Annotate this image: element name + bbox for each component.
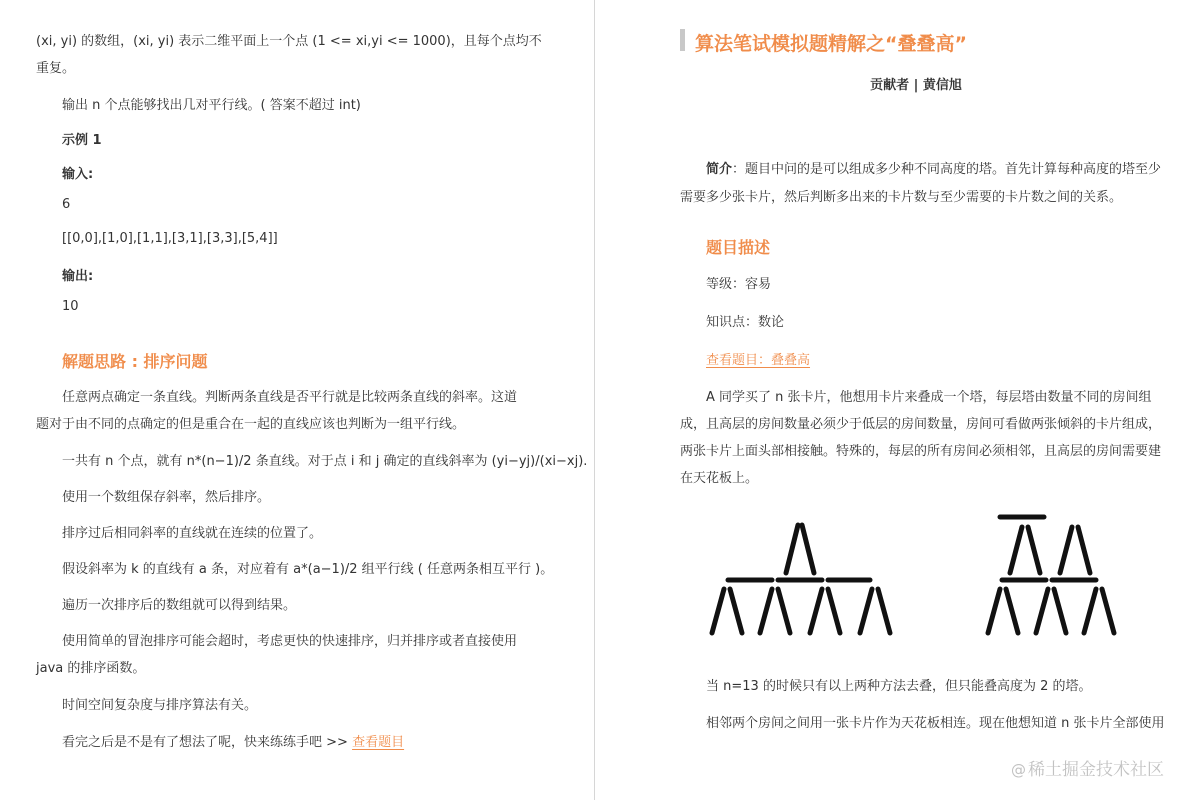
practice-link[interactable]: 查看题目 <box>352 735 405 750</box>
card-tower-illustration <box>698 505 1138 645</box>
input-points-value: [[0,0],[1,0],[1,1],[3,1],[3,3],[5,4]] <box>62 231 278 246</box>
description-line: 在天花板上。 <box>680 471 759 486</box>
solution-line: 假设斜率为 k 的直线有 a 条，对应着有 a*(a−1)/2 组平行线 ( 任意两条相互平行 )。 <box>62 562 554 577</box>
problem-input-line-1: (xi, yi) 的数组，(xi, yi) 表示二维平面上一个点 (1 <= xi,yi <= 1000)，且每个点均不 <box>36 34 542 49</box>
card-stroke <box>1028 527 1040 573</box>
logo-icon: @ <box>1011 761 1026 779</box>
solution-line: 遍历一次排序后的数组就可以得到结果。 <box>62 598 297 613</box>
problem-input-line-2: 重复。 <box>36 61 76 76</box>
card-stroke <box>778 589 790 633</box>
card-stroke <box>1084 589 1096 633</box>
problem-output-line: 输出 n 个点能够找出几对平行线。( 答案不超过 int) <box>62 98 361 113</box>
difficulty-level: 等级：容易 <box>706 277 772 292</box>
after-figure-line: 当 n=13 的时候只有以上两种方法去叠，但只能叠高度为 2 的塔。 <box>706 679 1092 694</box>
card-stroke <box>1078 527 1090 573</box>
article-title: 算法笔试模拟题精解之“叠叠高” <box>695 33 967 55</box>
output-value: 10 <box>62 299 79 314</box>
problem-link[interactable]: 查看题目：叠叠高 <box>706 353 811 368</box>
description-section-title: 题目描述 <box>706 238 771 257</box>
watermark-text: 稀土掘金技术社区 <box>1028 760 1164 780</box>
intro-text: ：题目中问的是可以组成多少种不同高度的塔。首先计算每种高度的塔至少 <box>732 162 1162 177</box>
description-line: A 同学买了 n 张卡片，他想用卡片来叠成一个塔，每层塔由数量不同的房间组 <box>706 390 1152 405</box>
card-stroke <box>860 589 872 633</box>
card-stroke <box>1006 589 1018 633</box>
intro-label: 简介 <box>706 162 733 177</box>
input-n-value: 6 <box>62 197 71 212</box>
solution-section-title: 解题思路 : 排序问题 <box>62 352 208 371</box>
practice-prompt-text: 看完之后是不是有了想法了呢，快来练练手吧 >> <box>62 735 353 750</box>
author-line: 贡献者 | 黄信旭 <box>870 78 962 93</box>
solution-line: 一共有 n 个点，就有 n*(n−1)/2 条直线。对于点 i 和 j 确定的直线斜率为 (yi−yj)/(xi−xj). <box>62 454 588 469</box>
card-stroke <box>802 525 814 573</box>
card-stroke <box>810 589 822 633</box>
card-stroke <box>1060 527 1072 573</box>
solution-line: 使用一个数组保存斜率，然后排序。 <box>62 490 271 505</box>
knowledge-point: 知识点：数论 <box>706 315 785 330</box>
intro-line-1 <box>706 158 1161 177</box>
card-stroke <box>1010 527 1022 573</box>
card-stroke <box>988 589 1000 633</box>
description-line: 成，且高层的房间数量必须少于低层的房间数量，房间可看做两张倾斜的卡片组成， <box>680 417 1162 432</box>
after-figure-line: 相邻两个房间之间用一张卡片作为天花板相连。现在他想知道 n 张卡片全部使用 <box>706 716 1165 731</box>
card-stroke <box>828 589 840 633</box>
solution-line: 任意两点确定一条直线。判断两条直线是否平行就是比较两条直线的斜率。这道 <box>62 390 518 405</box>
card-stroke <box>786 525 798 573</box>
card-stroke <box>1054 589 1066 633</box>
solution-line: 题对于由不同的点确定的但是重合在一起的直线应该也判断为一组平行线。 <box>36 417 466 432</box>
card-stroke <box>760 589 772 633</box>
description-line: 两张卡片上面头部相接触。特殊的，每层的所有房间必须相邻，且高层的房间需要建 <box>680 444 1162 459</box>
solution-line: java 的排序函数。 <box>36 661 146 676</box>
example-heading: 示例 1 <box>62 133 102 148</box>
solution-line: 排序过后相同斜率的直线就在连续的位置了。 <box>62 526 323 541</box>
input-label: 输入: <box>62 167 94 182</box>
site-watermark <box>1011 755 1164 780</box>
card-stroke <box>1036 589 1048 633</box>
solution-line: 时间空间复杂度与排序算法有关。 <box>62 698 258 713</box>
intro-line-2: 需要多少张卡片，然后判断多出来的卡片数与至少需要的卡片数之间的关系。 <box>680 190 1123 205</box>
card-stroke <box>730 589 742 633</box>
card-stroke <box>712 589 724 633</box>
title-accent-bar <box>680 29 685 51</box>
output-label: 输出: <box>62 269 94 284</box>
card-stroke <box>878 589 890 633</box>
card-stroke <box>1102 589 1114 633</box>
solution-line: 使用简单的冒泡排序可能会超时，考虑更快的快速排序，归并排序或者直接使用 <box>62 634 518 649</box>
